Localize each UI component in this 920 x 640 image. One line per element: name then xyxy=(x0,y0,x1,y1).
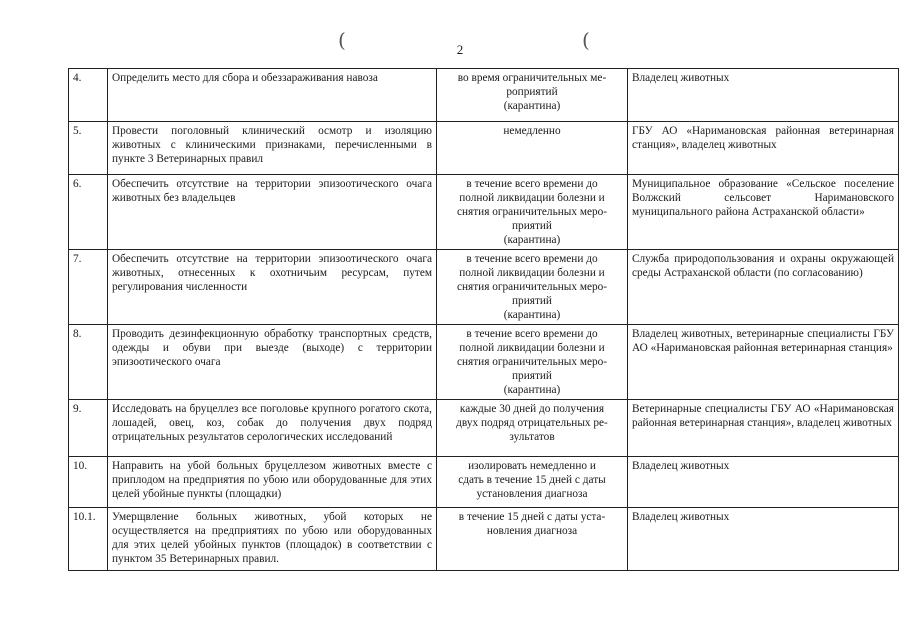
page-number: 2 xyxy=(456,42,464,57)
action-cell: Направить на убой больных бруцеллезом животных вместе с приплодом на предприятия по убою или оборудованные для этих целей убойные пункты (площадки) xyxy=(108,457,437,508)
term-line: в течение всего времени до xyxy=(466,328,598,340)
row-number: 8. xyxy=(69,325,108,400)
term-line: полной ликвидации болезни и xyxy=(459,342,605,354)
measures-table xyxy=(68,68,899,571)
term-line: изолировать немедленно и xyxy=(468,460,596,472)
term-line: зультатов xyxy=(509,431,555,443)
action-cell: Определить место для сбора и обеззараживания навоза xyxy=(108,69,437,122)
action-cell: Исследовать на бруцеллез все поголовье крупного рогатого скота, лошадей, овец, коз, собак до получения двух подряд отрицательных результатов серологических исследований xyxy=(108,400,437,457)
punch-hole-mark-right: ( xyxy=(582,28,590,52)
term-line: полной ликвидации болезни и xyxy=(459,267,605,279)
action-cell: Провести поголовный клинический осмотр и изоляцию животных с клиническими признаками, перечисленными в пункте 3 Ветеринарных правил xyxy=(108,122,437,175)
responsible-cell: Владелец животных, ветеринарные специалисты ГБУ АО «Наримановская районная ветеринарная станция» xyxy=(628,325,899,400)
term-line: двух подряд отрицательных ре- xyxy=(456,417,608,429)
table-row xyxy=(69,457,899,508)
row-number: 5. xyxy=(69,122,108,175)
punch-hole-mark-left: ( xyxy=(338,28,346,52)
table-row xyxy=(69,122,899,175)
row-number: 10. xyxy=(69,457,108,508)
term-line: установления диагноза xyxy=(476,488,588,500)
responsible-cell: Владелец животных xyxy=(628,457,899,508)
table-row xyxy=(69,400,899,457)
term-line: сдать в течение 15 дней с даты xyxy=(458,474,606,486)
term-line: снятия ограничительных меро- xyxy=(456,356,608,368)
row-number: 4. xyxy=(69,69,108,122)
term-line: приятий xyxy=(512,295,552,307)
action-cell: Умерщвление больных животных, убой которых не осуществляется на предприятиях по убою или оборудованных для этих целей убойных пунктов (площадок) в соответствии с пунктом 35 Ветеринарных правил. xyxy=(108,508,437,571)
term-cell xyxy=(437,325,628,400)
term-cell xyxy=(437,250,628,325)
term-line: новления диагноза xyxy=(486,525,578,537)
term-cell xyxy=(437,508,628,571)
action-cell: Обеспечить отсутствие на территории эпизоотического очага животных без владельцев xyxy=(108,175,437,250)
term-line: каждые 30 дней до получения xyxy=(459,403,605,415)
row-number: 6. xyxy=(69,175,108,250)
table-row xyxy=(69,325,899,400)
responsible-cell: ГБУ АО «Наримановская районная ветеринарная станция», владелец животных xyxy=(628,122,899,175)
term-line: во время ограничительных ме- xyxy=(457,72,607,84)
term-cell xyxy=(437,122,628,175)
responsible-cell: Владелец животных xyxy=(628,508,899,571)
term-line: полной ликвидации болезни и xyxy=(459,192,605,204)
term-line: приятий xyxy=(512,220,552,232)
responsible-cell: Владелец животных xyxy=(628,69,899,122)
row-number: 10.1. xyxy=(69,508,108,571)
term-line: немедленно xyxy=(503,125,561,137)
term-line: (карантина) xyxy=(503,384,561,396)
table-row xyxy=(69,250,899,325)
term-cell xyxy=(437,69,628,122)
term-line: (карантина) xyxy=(503,234,561,246)
responsible-cell: Служба природопользования и охраны окружающей среды Астраханской области (по согласованию) xyxy=(628,250,899,325)
table-row xyxy=(69,175,899,250)
term-line: в течение 15 дней с даты уста- xyxy=(458,511,606,523)
action-cell: Проводить дезинфекционную обработку транспортных средств, одежды и обуви при выезде (выходе) с территории эпизоотического очага xyxy=(108,325,437,400)
term-line: в течение всего времени до xyxy=(466,178,598,190)
term-cell xyxy=(437,175,628,250)
term-line: (карантина) xyxy=(503,309,561,321)
term-line: снятия ограничительных меро- xyxy=(456,281,608,293)
term-line: снятия ограничительных меро- xyxy=(456,206,608,218)
term-cell xyxy=(437,457,628,508)
term-cell xyxy=(437,400,628,457)
term-line: (карантина) xyxy=(503,100,561,112)
table-row xyxy=(69,508,899,571)
action-cell: Обеспечить отсутствие на территории эпизоотического очага животных, отнесенных к охотничьим ресурсам, путем регулирования численности xyxy=(108,250,437,325)
term-line: в течение всего времени до xyxy=(466,253,598,265)
responsible-cell: Муниципальное образование «Сельское поселение Волжский сельсовет Наримановского муниципального района Астраханской области» xyxy=(628,175,899,250)
row-number: 9. xyxy=(69,400,108,457)
table-row xyxy=(69,69,899,122)
term-line: приятий xyxy=(512,370,552,382)
term-line: роприятий xyxy=(506,86,558,98)
responsible-cell: Ветеринарные специалисты ГБУ АО «Наримановская районная ветеринарная станция», владелец животных xyxy=(628,400,899,457)
row-number: 7. xyxy=(69,250,108,325)
